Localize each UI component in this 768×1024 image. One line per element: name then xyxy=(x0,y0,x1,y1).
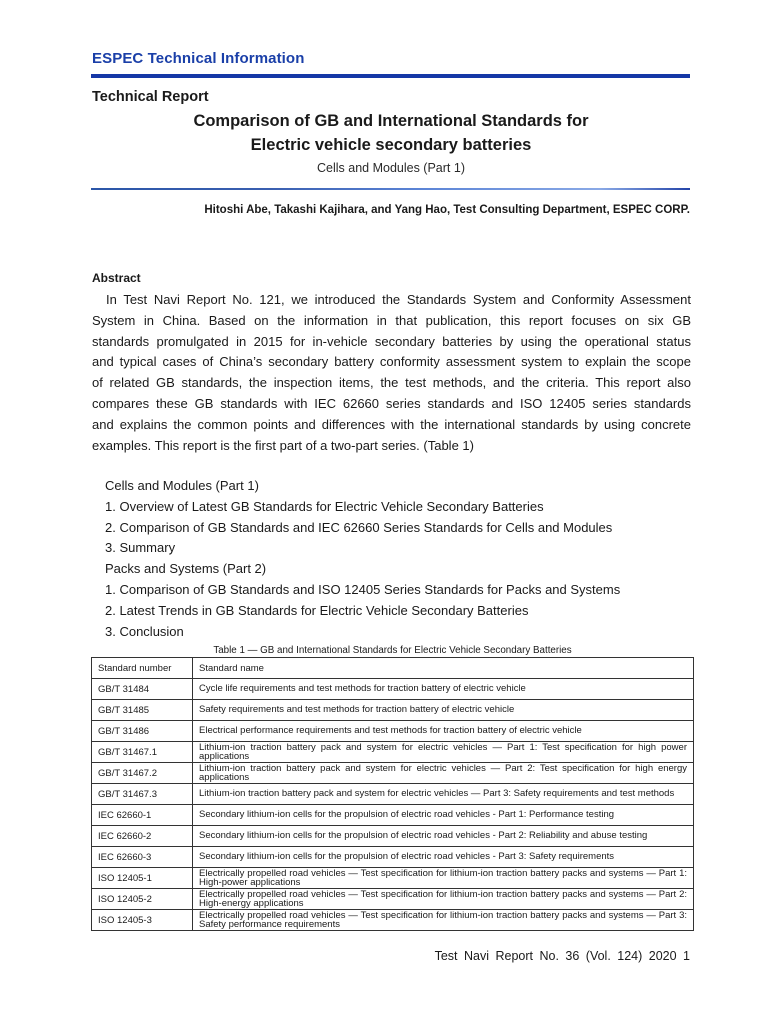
header-divider xyxy=(91,74,690,78)
table-caption: Table 1 — GB and International Standards for Electric Vehicle Secondary Batteries xyxy=(213,645,572,656)
abstract-line: and typical cases of China’s secondary battery conformity assessment system to explain the scope xyxy=(92,354,691,370)
table-row xyxy=(92,784,694,805)
standards-table xyxy=(91,657,694,931)
toc-item: 1. Overview of Latest GB Standards for Electric Vehicle Secondary Batteries xyxy=(105,498,544,514)
standard-name: Electrically propelled road vehicles — Test specification for lithium-ion traction battery packs and systems — Part 2: High-energy applications xyxy=(193,889,694,910)
abstract-line: examples. This report is the first part of a two-part series. (Table 1) xyxy=(92,437,474,453)
page-title-line-2: Electric vehicle secondary batteries xyxy=(250,136,532,154)
table-row xyxy=(92,910,694,931)
standard-number: IEC 62660-1 xyxy=(92,805,193,826)
table-header-row xyxy=(92,658,694,679)
table-row xyxy=(92,721,694,742)
table-row xyxy=(92,826,694,847)
standard-name: Lithium-ion traction battery pack and system for electric vehicles — Part 1: Test specification for high power applications xyxy=(193,742,694,763)
standard-name: Secondary lithium-ion cells for the propulsion of electric road vehicles - Part 1: Performance testing xyxy=(193,805,694,826)
table-row xyxy=(92,700,694,721)
column-header-number: Standard number xyxy=(92,658,193,679)
standard-number: GB/T 31486 xyxy=(92,721,193,742)
abstract-line: In Test Navi Report No. 121, we introduced the Standards System and Conformity Assessment xyxy=(106,292,691,307)
abstract-line: compares these GB standards with IEC 62660 series standards and ISO 12405 series standards xyxy=(92,395,691,411)
toc-part1-heading: Cells and Modules (Part 1) xyxy=(105,478,259,493)
abstract-line: and explains the common points and differences with the international standards by using concrete xyxy=(92,416,691,432)
standard-name: Cycle life requirements and test methods for traction battery of electric vehicle xyxy=(193,679,694,700)
table-row xyxy=(92,679,694,700)
standard-number: ISO 12405-2 xyxy=(92,889,193,910)
standard-name: Lithium-ion traction battery pack and system for electric vehicles — Part 3: Safety requirements and test methods xyxy=(193,784,694,805)
standard-number: ISO 12405-3 xyxy=(92,910,193,931)
table-row xyxy=(92,805,694,826)
toc-item: 3. Summary xyxy=(105,540,176,556)
column-header-name: Standard name xyxy=(193,658,694,679)
title-block xyxy=(91,109,691,175)
toc-item: 2. Latest Trends in GB Standards for Electric Vehicle Secondary Batteries xyxy=(105,602,529,618)
table-of-contents xyxy=(105,476,620,642)
toc-part2-heading: Packs and Systems (Part 2) xyxy=(105,561,267,577)
standard-name: Lithium-ion traction battery pack and system for electric vehicles — Part 2: Test specification for high energy applications xyxy=(193,763,694,784)
table-row xyxy=(92,763,694,784)
abstract-line: standards promulgated in 2015 for in-vehicle secondary batteries by using the operational status xyxy=(92,333,691,349)
toc-item: 2. Comparison of GB Standards and IEC 62660 Series Standards for Cells and Modules xyxy=(105,519,613,535)
abstract-body xyxy=(92,290,691,456)
standard-name: Safety requirements and test methods for traction battery of electric vehicle xyxy=(193,700,694,721)
standard-number: GB/T 31467.2 xyxy=(92,763,193,784)
page-subtitle: Cells and Modules (Part 1) xyxy=(317,161,465,175)
standard-name: Secondary lithium-ion cells for the propulsion of electric road vehicles - Part 3: Safety requirements xyxy=(193,847,694,868)
standard-number: GB/T 31467.3 xyxy=(92,784,193,805)
brand-header: ESPEC Technical Information xyxy=(92,50,305,67)
title-divider xyxy=(91,188,690,190)
report-type-label: Technical Report xyxy=(92,89,209,105)
standard-name: Electrically propelled road vehicles — Test specification for lithium-ion traction battery packs and systems — Part 1: High-power applications xyxy=(193,868,694,889)
standard-number: IEC 62660-3 xyxy=(92,847,193,868)
standard-number: GB/T 31485 xyxy=(92,700,193,721)
table-row xyxy=(92,889,694,910)
standard-number: IEC 62660-2 xyxy=(92,826,193,847)
standard-number: ISO 12405-1 xyxy=(92,868,193,889)
standard-name: Secondary lithium-ion cells for the propulsion of electric road vehicles - Part 2: Reliability and abuse testing xyxy=(193,826,694,847)
table-row xyxy=(92,847,694,868)
standard-name: Electrical performance requirements and test methods for traction battery of electric vehicle xyxy=(193,721,694,742)
standard-name: Electrically propelled road vehicles — Test specification for lithium-ion traction battery packs and systems — Part 3: Safety performance requirements xyxy=(193,910,694,931)
standard-number: GB/T 31484 xyxy=(92,679,193,700)
toc-item: 1. Comparison of GB Standards and ISO 12405 Series Standards for Packs and Systems xyxy=(105,581,621,597)
abstract-line: of related GB standards, the inspection items, the test methods, and the criteria. This report also xyxy=(92,375,691,391)
page-footer: Test Navi Report No. 36 (Vol. 124) 2020 1 xyxy=(434,949,690,963)
abstract-line: System in China. Based on the information in that publication, this report focuses on six GB xyxy=(92,312,691,328)
table-row xyxy=(92,742,694,763)
standard-number: GB/T 31467.1 xyxy=(92,742,193,763)
table-row xyxy=(92,868,694,889)
toc-item: 3. Conclusion xyxy=(105,623,184,639)
page-title-line-1: Comparison of GB and International Standards for xyxy=(193,112,589,130)
authors-line: Hitoshi Abe, Takashi Kajihara, and Yang Hao, Test Consulting Department, ESPEC CORP. xyxy=(204,204,690,216)
abstract-heading: Abstract xyxy=(92,271,141,285)
